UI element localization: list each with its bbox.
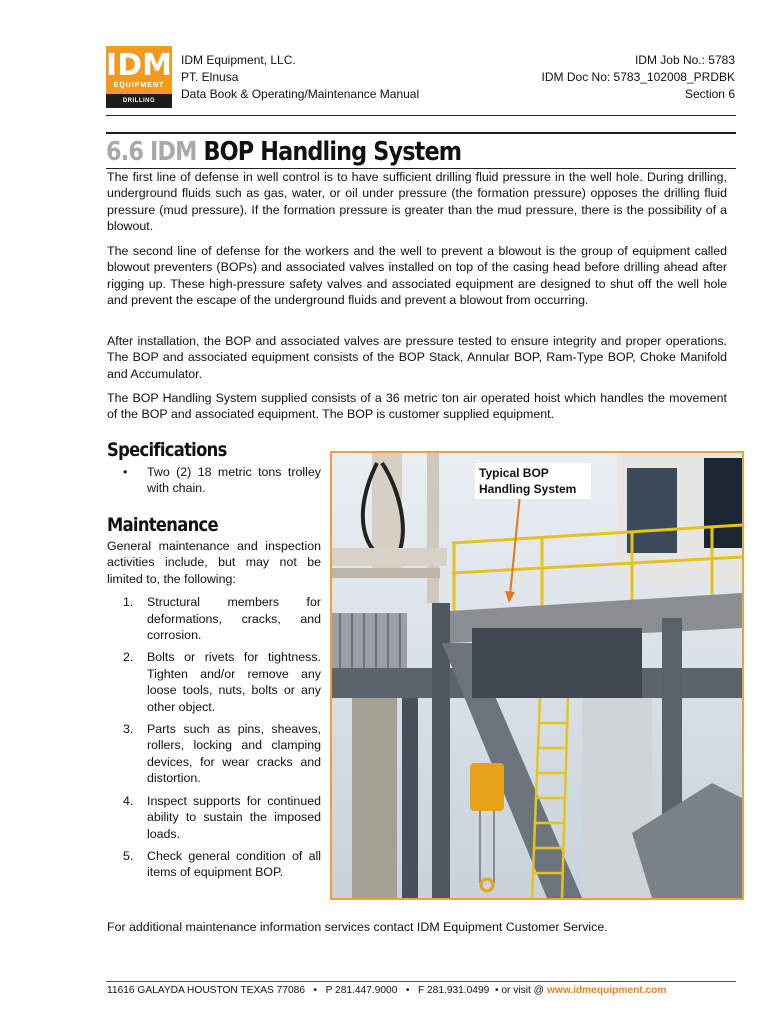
page-title bbox=[106, 136, 461, 168]
footer-visit: • or visit @ bbox=[494, 985, 544, 996]
logo-subtext: EQUIPMENT bbox=[113, 82, 165, 89]
header-right bbox=[542, 52, 735, 103]
logo-text: IDM bbox=[106, 48, 172, 83]
item-number: 3. bbox=[123, 722, 134, 737]
maintenance-item bbox=[107, 594, 321, 643]
item-text: Bolts or rivets for tightness. Tighten and/or remove any loose tools, nuts, bolts or any other object. bbox=[147, 650, 321, 714]
spec-item: • Two (2) 18 metric tons trolley with chain. bbox=[107, 464, 321, 497]
footer-fax: F 281.931.0499 bbox=[417, 985, 490, 996]
job-number: IDM Job No.: 5783 bbox=[634, 53, 735, 67]
footer-phone: P 281.447.9000 bbox=[325, 985, 398, 996]
section-label: Section 6 bbox=[684, 87, 735, 101]
item-text: Parts such as pins, sheaves, rollers, locking and clamping devices, for wear cracks and distortion. bbox=[147, 722, 321, 786]
maintenance-section bbox=[107, 538, 321, 887]
header-left bbox=[181, 52, 419, 103]
specifications-list bbox=[107, 464, 321, 497]
footer bbox=[107, 984, 666, 998]
paragraph-2: The second line of defense for the workers and the well to prevent a blowout is the group of equipment called blowout preventers (BOPs) and associated valves installed on top of the casing head before drilling ahead after rigging up. These high-pressure safety valves and associated equipment are designed to shut off the well hole and prevent the escape of the underground fluids and prevent a blowout from occurring. bbox=[107, 244, 727, 308]
maintenance-intro: General maintenance and inspection activities include, but may not be limited to, the following: bbox=[107, 539, 321, 586]
footer-rule bbox=[106, 981, 736, 982]
footer-separator: • bbox=[313, 985, 318, 996]
company-logo bbox=[106, 46, 172, 108]
logo-tagline-bar bbox=[106, 94, 172, 108]
item-number: 1. bbox=[123, 595, 134, 610]
footer-website-link[interactable]: www.idmequipment.com bbox=[546, 985, 667, 996]
item-text: Check general condition of all items of equipment BOP. bbox=[147, 848, 321, 880]
maintenance-item bbox=[107, 649, 321, 715]
maintenance-item bbox=[107, 793, 321, 842]
client-name: PT. Elnusa bbox=[181, 70, 239, 84]
maintenance-item bbox=[107, 721, 321, 787]
item-number: 4. bbox=[123, 793, 134, 808]
photo-callout-label: Typical BOP Handling System bbox=[475, 463, 591, 499]
maintenance-list bbox=[107, 594, 321, 881]
item-number: 2. bbox=[123, 650, 134, 665]
paragraph-3: After installation, the BOP and associated valves are pressure tested to ensure integrity and proper operations. The BOP and associated equipment consists of the BOP Stack, Annular BOP, Ram-Type BOP, Choke Manifold and Accumulator. bbox=[107, 334, 727, 381]
closing-note: For additional maintenance information services contact IDM Equipment Customer Service. bbox=[107, 920, 608, 934]
footer-address: 11616 GALAYDA HOUSTON TEXAS 77086 bbox=[107, 985, 306, 996]
item-text: Structural members for deformations, cracks, and corrosion. bbox=[147, 595, 321, 643]
item-text: Inspect supports for continued ability to sustain the imposed loads. bbox=[147, 793, 321, 841]
title-text: BOP Handling System bbox=[203, 137, 462, 167]
bop-handling-photo bbox=[330, 451, 744, 900]
logo-tagline: DRILLING bbox=[122, 98, 156, 104]
rig-illustration bbox=[332, 453, 742, 898]
company-name: IDM Equipment, LLC. bbox=[181, 53, 296, 67]
header-rule bbox=[106, 115, 736, 116]
doc-number: IDM Doc No: 5783_102008_PRDBK bbox=[541, 70, 735, 84]
paragraph-4: The BOP Handling System supplied consists of a 36 metric ton air operated hoist which handles the movement of the BOP and associated equipment. The BOP is customer supplied equipment. bbox=[107, 391, 727, 422]
item-number: 5. bbox=[123, 848, 134, 863]
footer-separator: • bbox=[405, 985, 410, 996]
title-number: 6.6 IDM bbox=[106, 137, 197, 167]
paragraph-1: The first line of defense in well control is to have sufficient drilling fluid pressure in the well hole. During drilling, underground fluids such as gas, water, or oil under pressure (the formation pressure) opposes the drilling fluid pressure (mud pressure). If the formation pressure is greater than the mud pressure, there is the possibility of a blowout. bbox=[107, 170, 727, 234]
specifications-heading: Specifications bbox=[107, 439, 227, 461]
title-top-rule bbox=[106, 132, 736, 134]
maintenance-heading: Maintenance bbox=[107, 514, 218, 536]
manual-title: Data Book & Operating/Maintenance Manual bbox=[181, 87, 420, 101]
maintenance-item bbox=[107, 848, 321, 881]
